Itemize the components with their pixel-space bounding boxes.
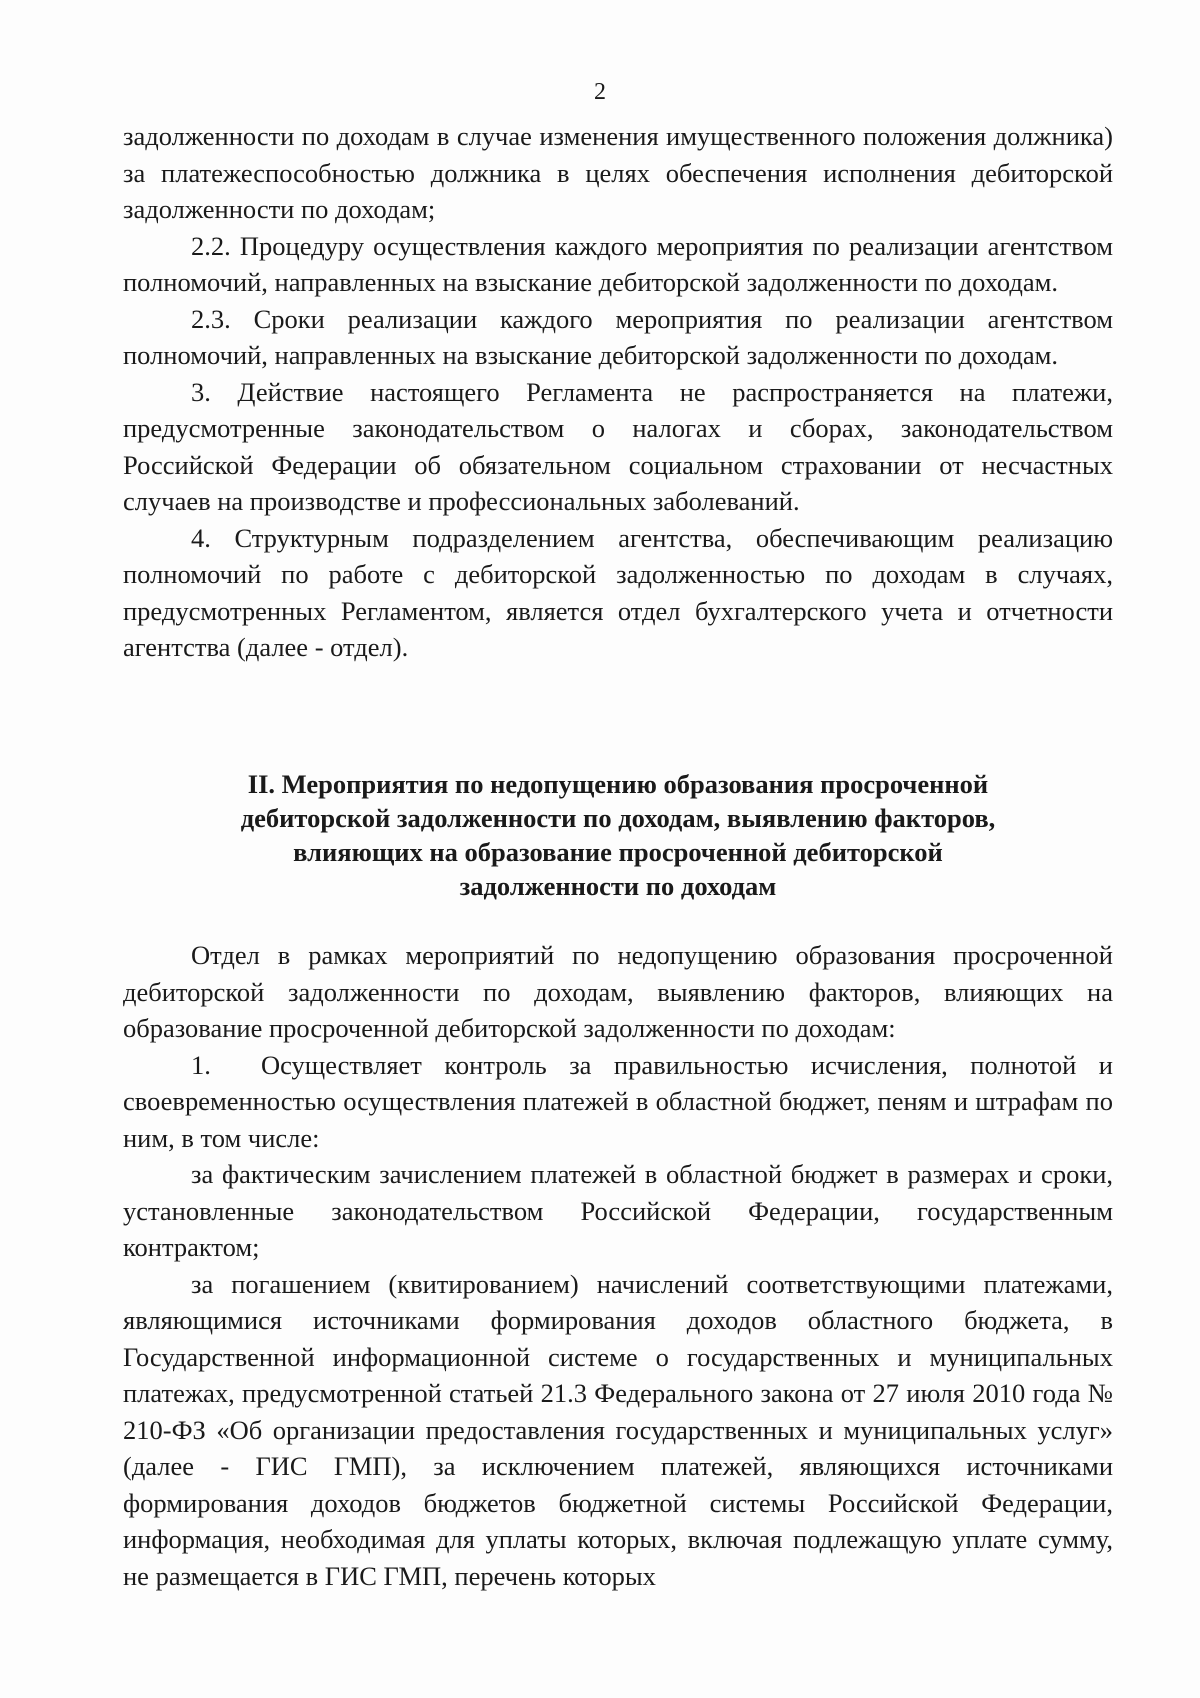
paragraph-continuation: задолженности по доходам в случае изменения имущественного положения должника) за платежеспособностью должника в целях обеспечения исполнения дебиторской задолженности по доходам; xyxy=(123,121,1113,224)
item-1-number: 1. xyxy=(191,1049,211,1080)
paragraph-3: 3. Действие настоящего Регламента не распространяется на платежи, предусмотренные законодательством о налогах и сборах, законодательством Российской Федерации об обязательном социальном страховании от несчастных случаев на производстве и профессиональных заболеваний. xyxy=(123,376,1113,516)
sub-item-reconciliation: за погашением (квитированием) начислений соответствующими платежами, являющимися источниками формирования доходов областного бюджета, в Государственной информационной системе о государственных и муниципальных платежах, предусмотренной статьей 21.3 Федерального закона от 27 июля 2010 года № 210-ФЗ «Об организации предоставления государственных и муниципальных услуг» (далее - ГИС ГМП), за исключением платежей, являющихся источниками формирования доходов бюджетов бюджетной системы Российской Федерации, информация, необходимая для уплаты которых, включая подлежащую уплате сумму, не размещается в ГИС ГМП, перечень которых xyxy=(123,1268,1113,1591)
item-1 xyxy=(123,1047,1113,1157)
section-2-heading xyxy=(140,767,1096,903)
section-2-text xyxy=(123,937,1113,1594)
page-number: 2 xyxy=(594,79,606,105)
paragraph-2-2: 2.2. Процедуру осуществления каждого мероприятия по реализации агентством полномочий, направленных на взыскание дебиторской задолженности по доходам. xyxy=(123,230,1113,297)
heading-line: влияющих на образование просроченной дебиторской xyxy=(293,837,943,867)
paragraph-2-3: 2.3. Сроки реализации каждого мероприятия по реализации агентством полномочий, направленных на взыскание дебиторской задолженности по доходам. xyxy=(123,303,1113,370)
heading-line: дебиторской задолженности по доходам, выявлению факторов, xyxy=(240,803,996,833)
paragraph-4: 4. Структурным подразделением агентства, обеспечивающим реализацию полномочий по работе с дебиторской задолженностью по доходам в случаях, предусмотренных Регламентом, является отдел бухгалтерского учета и отчетности агентства (далее - отдел). xyxy=(123,522,1113,662)
section-2-intro: Отдел в рамках мероприятий по недопущению образования просроченной дебиторской задолженности по доходам, выявлению факторов, влияющих на образование просроченной дебиторской задолженности по доходам: xyxy=(123,940,1113,1043)
heading-line: II. Мероприятия по недопущению образования просроченной xyxy=(247,769,989,799)
heading-line: задолженности по доходам xyxy=(459,871,777,901)
section-1-text xyxy=(123,118,1113,666)
sub-item-actual-crediting: за фактическим зачислением платежей в областной бюджет в размерах и сроки, установленные законодательством Российской Федерации, государственным контрактом; xyxy=(123,1159,1113,1262)
item-1-text: Осуществляет контроль за правильностью исчисления, полнотой и своевременностью осуществления платежей в областной бюджет, пеням и штрафам по ним, в том числе: xyxy=(123,1049,1113,1153)
